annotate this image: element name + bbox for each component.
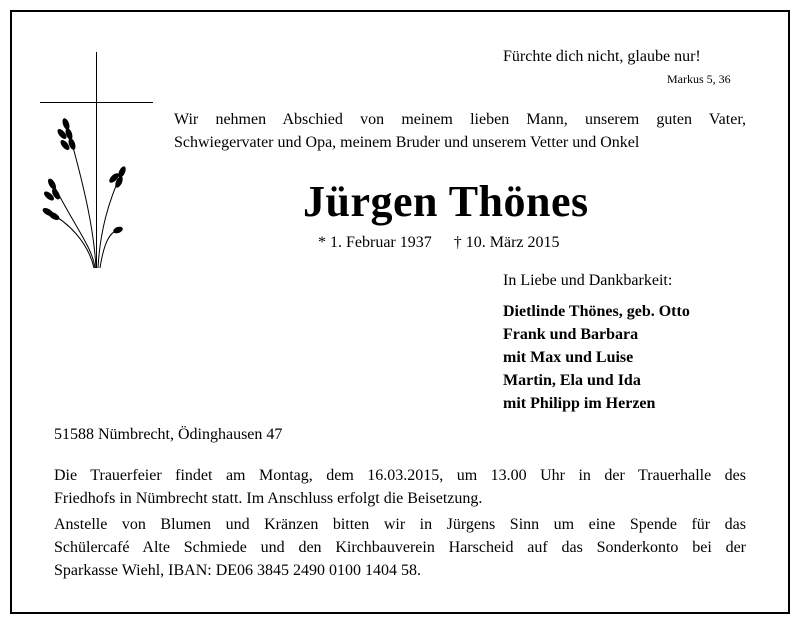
cross-horizontal-bar — [40, 102, 153, 103]
mourner-name: Martin, Ela und Ida — [503, 372, 641, 389]
funeral-line: Friedhofs in Nümbrecht statt. Im Anschluss erfolgt die Beisetzung. — [54, 490, 483, 507]
mourners-heading: In Liebe und Dankbarkeit: — [503, 272, 673, 289]
mourner-name: mit Philipp im Herzen — [503, 395, 656, 412]
deceased-name: Jürgen Thönes — [303, 177, 589, 226]
mourner-name: Dietlinde Thönes, geb. Otto — [503, 303, 690, 320]
donation-line: Anstelle von Blumen und Kränzen bitten wir in Jürgens Sinn um eine Spende für das — [54, 516, 746, 533]
donation-line: Schülercafé Alte Schmiede und den Kirchbauverein Harscheid auf das Sonderkonto bei der — [54, 539, 746, 556]
life-dates — [318, 234, 560, 252]
intro-line: Wir nehmen Abschied von meinem lieben Mann, unserem guten Vater, — [174, 111, 746, 128]
donation-line: Sparkasse Wiehl, IBAN: DE06 3845 2490 0100 1404 58. — [54, 562, 422, 579]
intro-line: Schwiegervater und Opa, meinem Bruder und unserem Vetter und Onkel — [174, 134, 640, 151]
funeral-line: Die Trauerfeier findet am Montag, dem 16.03.2015, um 13.00 Uhr in der Trauerhalle des — [54, 467, 746, 484]
funeral-notice — [54, 464, 746, 510]
birth-date: * 1. Februar 1937 — [318, 234, 432, 251]
wheat-icon — [38, 112, 128, 270]
intro-text — [174, 108, 746, 154]
mourners-list — [503, 300, 690, 415]
family-address: 51588 Nümbrecht, Ödinghausen 47 — [54, 426, 283, 443]
donation-notice — [54, 513, 746, 582]
motto-quote: Fürchte dich nicht, glaube nur! — [503, 48, 701, 65]
mourner-name: mit Max und Luise — [503, 349, 634, 366]
death-date: † 10. März 2015 — [453, 234, 560, 251]
mourner-name: Frank und Barbara — [503, 326, 639, 343]
motto-reference: Markus 5, 36 — [667, 72, 731, 86]
